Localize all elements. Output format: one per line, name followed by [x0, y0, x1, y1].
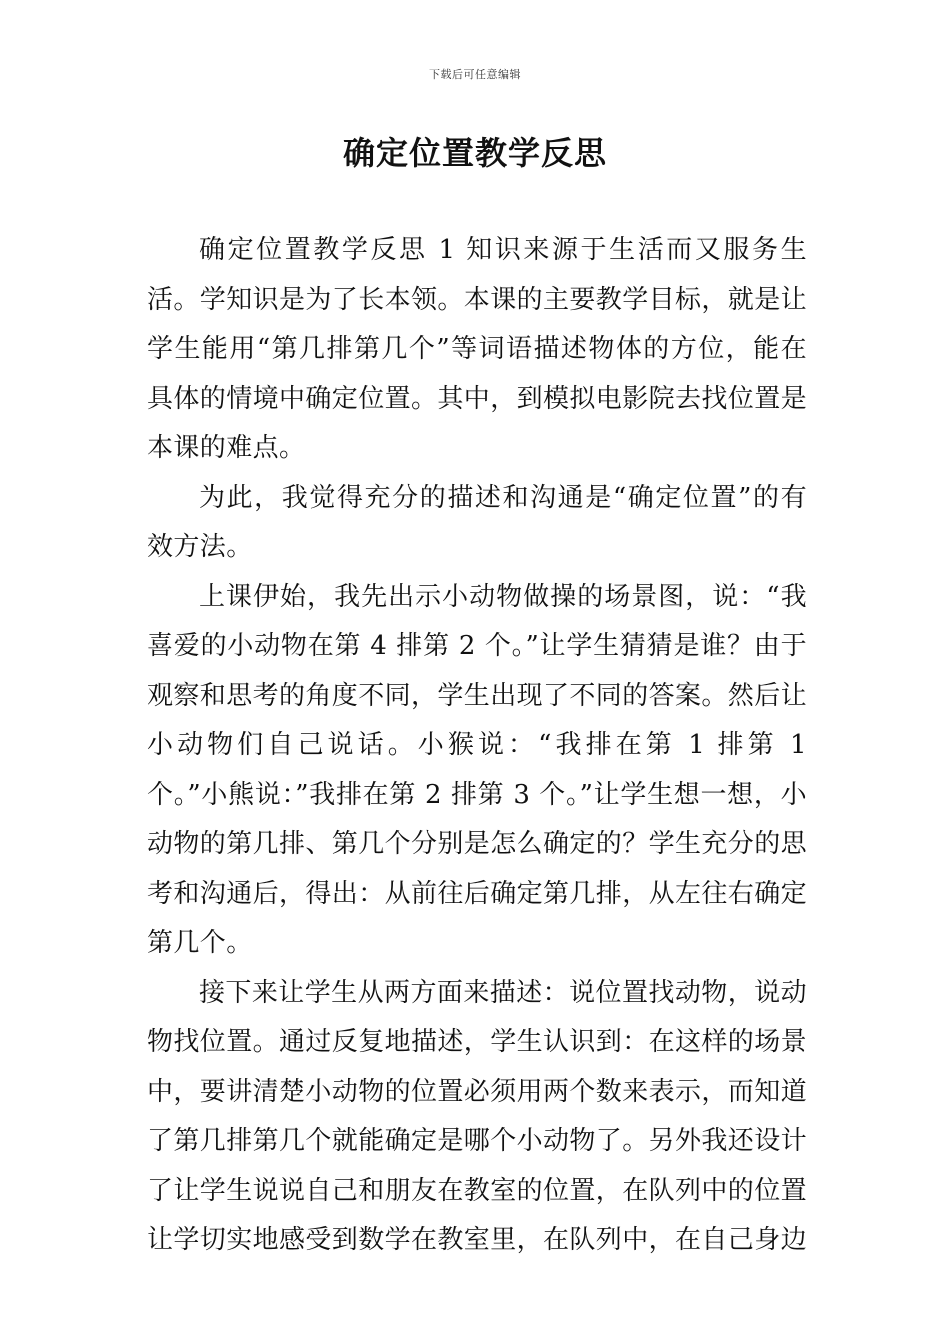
paragraph-4: 接下来让学生从两方面来描述：说位置找动物，说动物找位置。通过反复地描述，学生认识到：在这样的场景中，要讲清楚小动物的位置必须用两个数来表示，而知道了第几排第几个就能确定是哪个小动物了。另外我还设计了让学生说说自己和朋友在教室的位置，在队列中的位置让学切实地感受到数学在教室里，在队列中，在自己身边: [147, 977, 808, 1255]
paragraph-3: 上课伊始，我先出示小动物做操的场景图，说：“我喜爱的小动物在第 4 排第 2 个。”让学生猜猜是谁？由于观察和思考的角度不同，学生出现了不同的答案。然后让小动物们自己说话。小猴说：“我排在第 1 排第 1 个。”小熊说：”我排在第 2 排第 3 个。”让学生想一想，小动物的第几排、第几个分别是怎么确定的？学生充分的思考和沟通后，得出：从前往后确定第几排，从左往右确定第几个。: [147, 581, 808, 958]
header-note: 下载后可任意编辑: [429, 68, 521, 81]
paragraph-1: 确定位置教学反思 1 知识来源于生活而又服务生活。学知识是为了长本领。本课的主要教学目标，就是让学生能用“第几排第几个”等词语描述物体的方位，能在具体的情境中确定位置。其中，到模拟电影院去找位置是本课的难点。: [147, 235, 808, 463]
document-title: 确定位置教学反思: [342, 134, 607, 172]
document-body: [147, 226, 807, 1266]
paragraph-2: 为此，我觉得充分的描述和沟通是“确定位置”的有效方法。: [147, 482, 807, 562]
